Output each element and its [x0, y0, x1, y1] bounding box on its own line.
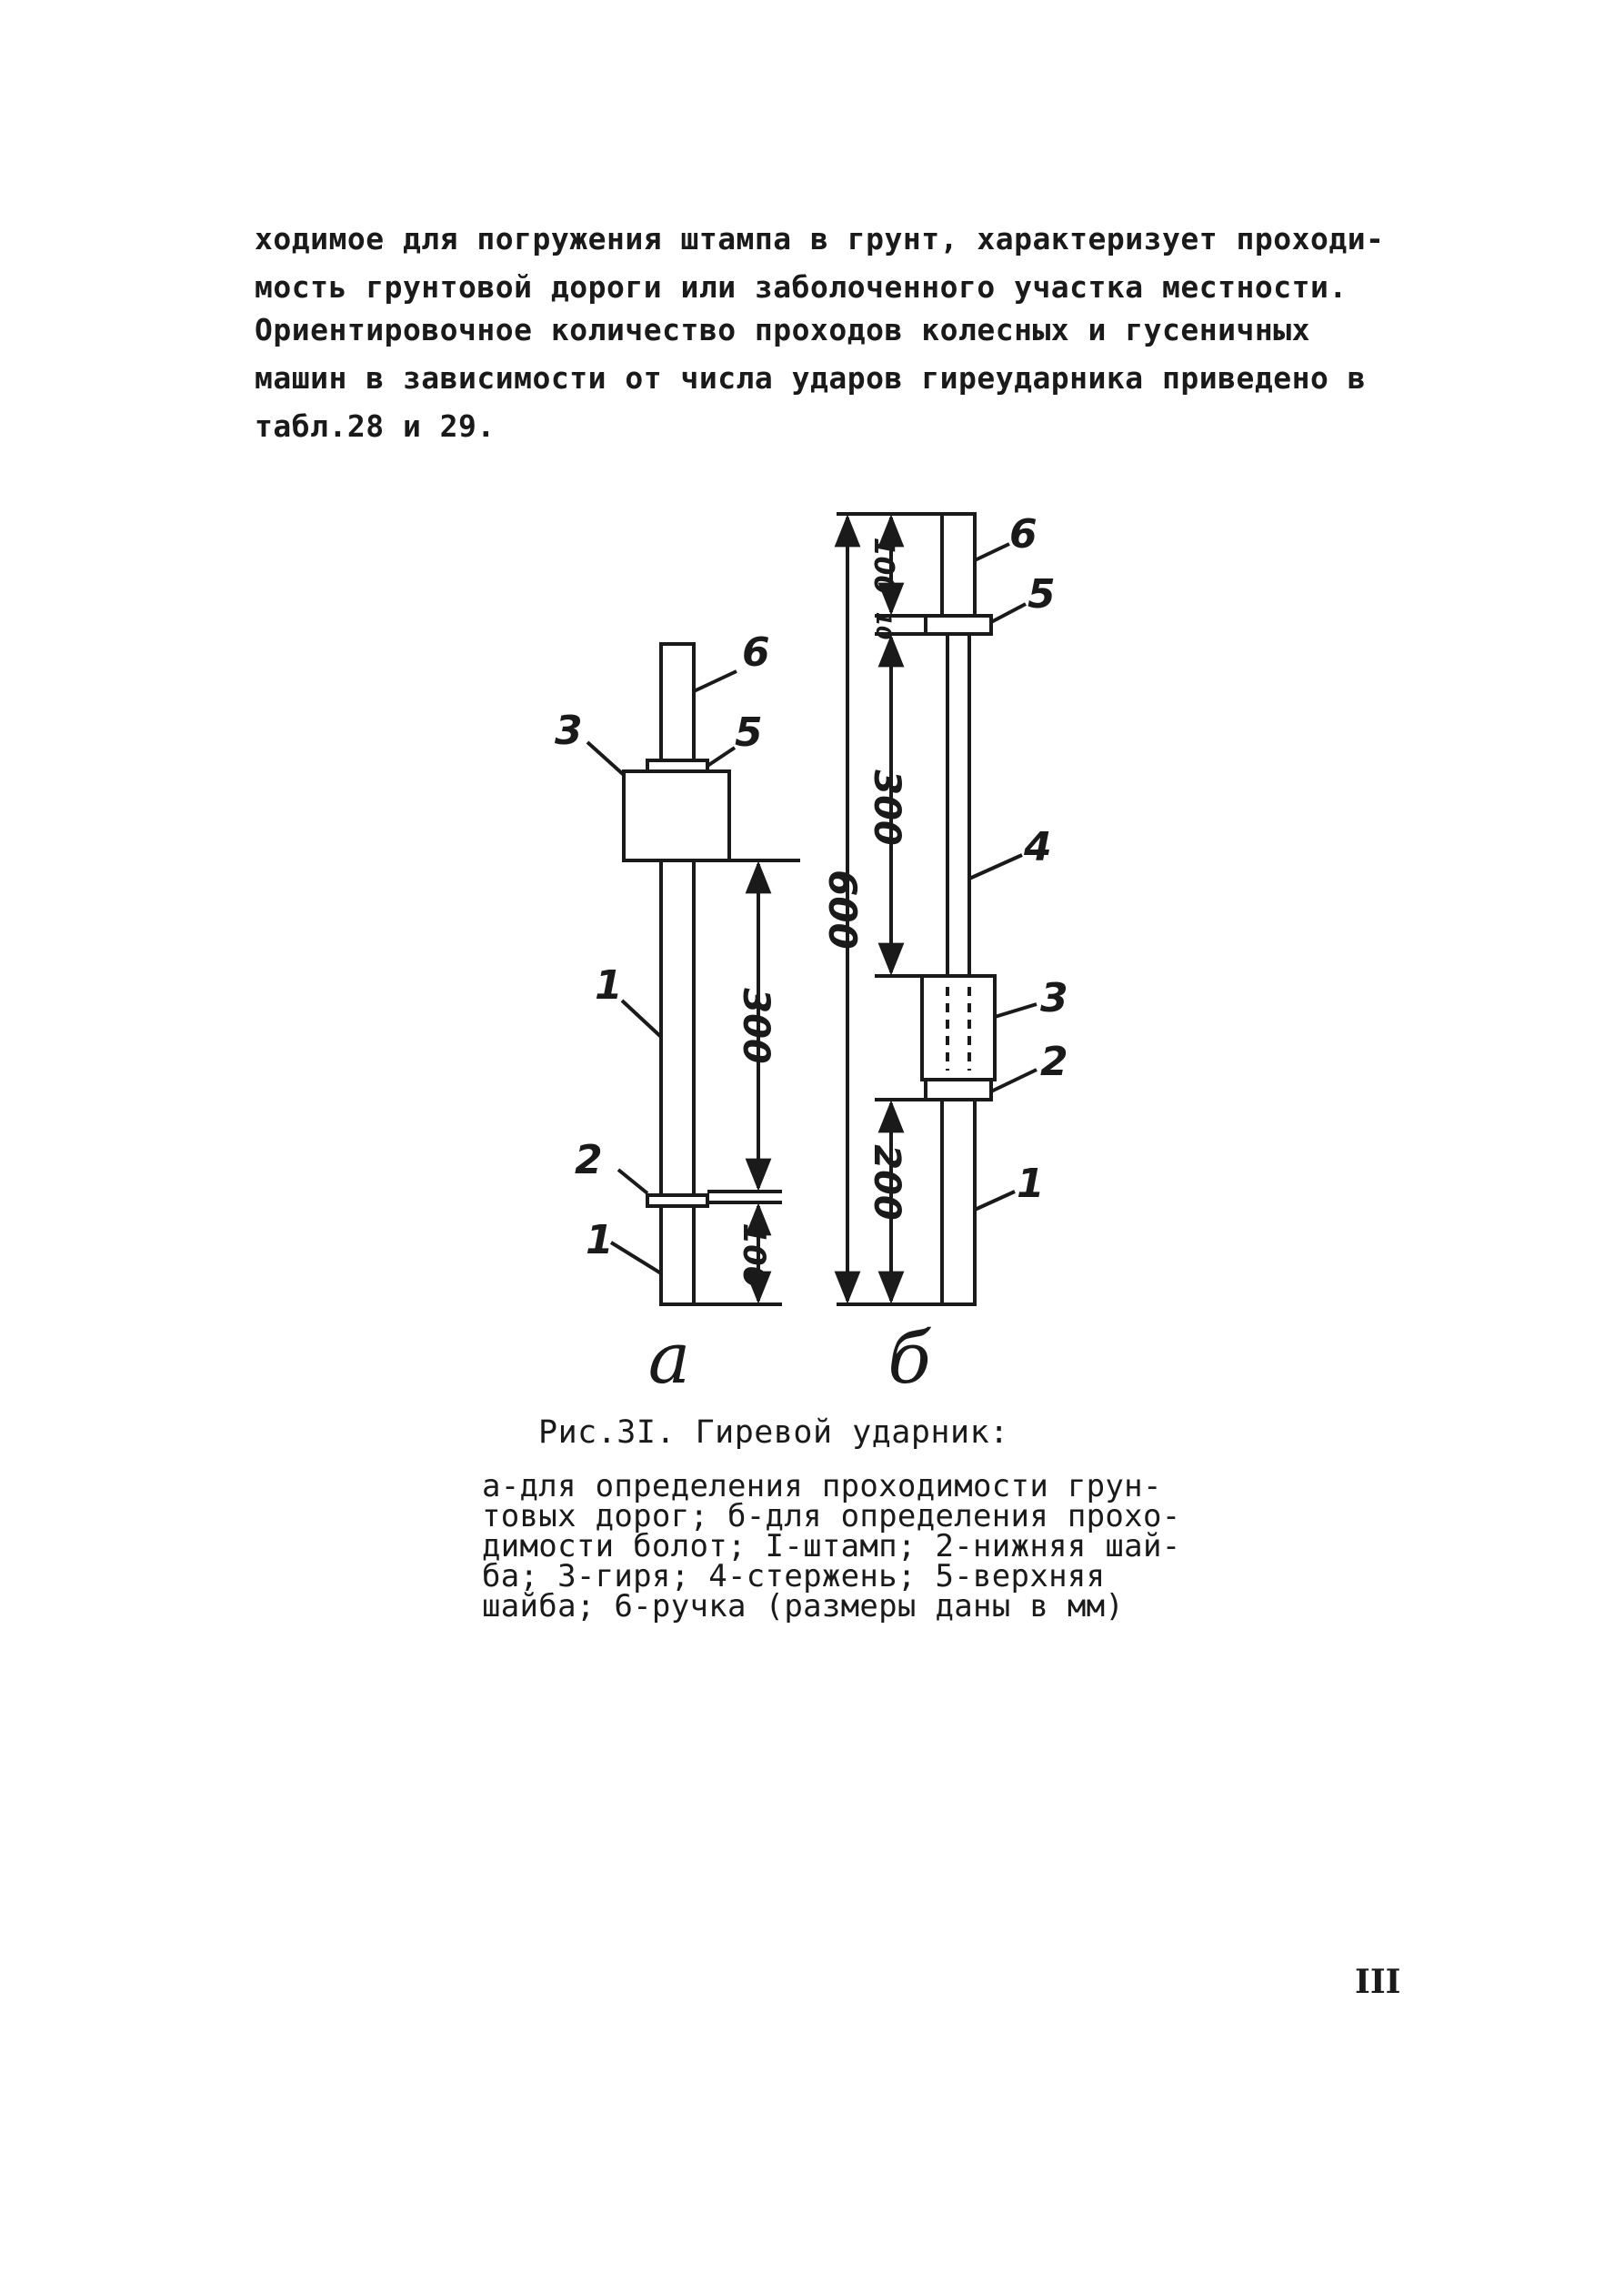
label-b-upper-washer: 5: [1028, 571, 1056, 618]
dimension-b-total: 600: [820, 870, 865, 950]
figure-caption-body: а-для определения проходимости грун- товых дорог; б-для определения прохо- димости болот; I-штамп; 2-нижняя шай- ба; 3-гиря; 4-стержень; 5-верхняя шайба; 6-ручка (размеры даны в мм): [482, 1468, 1181, 1624]
weight-b: [922, 976, 995, 1080]
lower-washer-b: [926, 1080, 991, 1100]
page-number: III: [1355, 1963, 1401, 2001]
rod-b: [947, 634, 969, 976]
upper-washer-b: [926, 616, 991, 634]
stamp-a: [661, 1206, 694, 1304]
dimension-b-top: 100: [867, 537, 899, 595]
dimension-b-middle: 300: [866, 769, 907, 846]
sublabel-b: б: [887, 1318, 931, 1400]
label-b-handle: 6: [1009, 511, 1038, 558]
label-b-stamp: 1: [1017, 1161, 1045, 1207]
label-a-rod: 1: [595, 962, 623, 1009]
stamp-b: [942, 1100, 975, 1304]
paragraph-2: Ориентировочное количество проходов колесных и гусеничных машин в зависимости от числа ударов гиреударника приведено в табл.28 и 29.: [255, 312, 1367, 444]
dimension-b-washer: 10: [871, 611, 894, 640]
dimension-a-upper: 300: [735, 988, 777, 1064]
handle-b: [942, 514, 975, 616]
label-a-handle: 6: [742, 629, 770, 676]
label-b-rod: 4: [1024, 824, 1052, 870]
label-a-upper-washer: 5: [735, 709, 763, 756]
label-a-weight: 3: [555, 708, 583, 754]
rod-a: [661, 860, 694, 1195]
label-a-lower-washer: 2: [575, 1137, 603, 1183]
paragraph-1: ходимое для погружения штампа в грунт, характеризует проходи- мость грунтовой дороги или заболоченного участка местности.: [255, 221, 1385, 305]
weight-a: [624, 771, 729, 860]
sublabel-a: а: [647, 1318, 691, 1400]
label-b-lower-washer: 2: [1040, 1039, 1068, 1085]
dimension-a-lower: 100: [736, 1222, 772, 1288]
dimension-b-bottom: 200: [866, 1144, 907, 1221]
handle-a: [661, 644, 694, 760]
figure-caption-title: Рис.3I. Гиревой ударник:: [538, 1414, 1009, 1451]
label-a-stamp: 1: [586, 1217, 614, 1263]
label-b-weight: 3: [1040, 975, 1068, 1021]
